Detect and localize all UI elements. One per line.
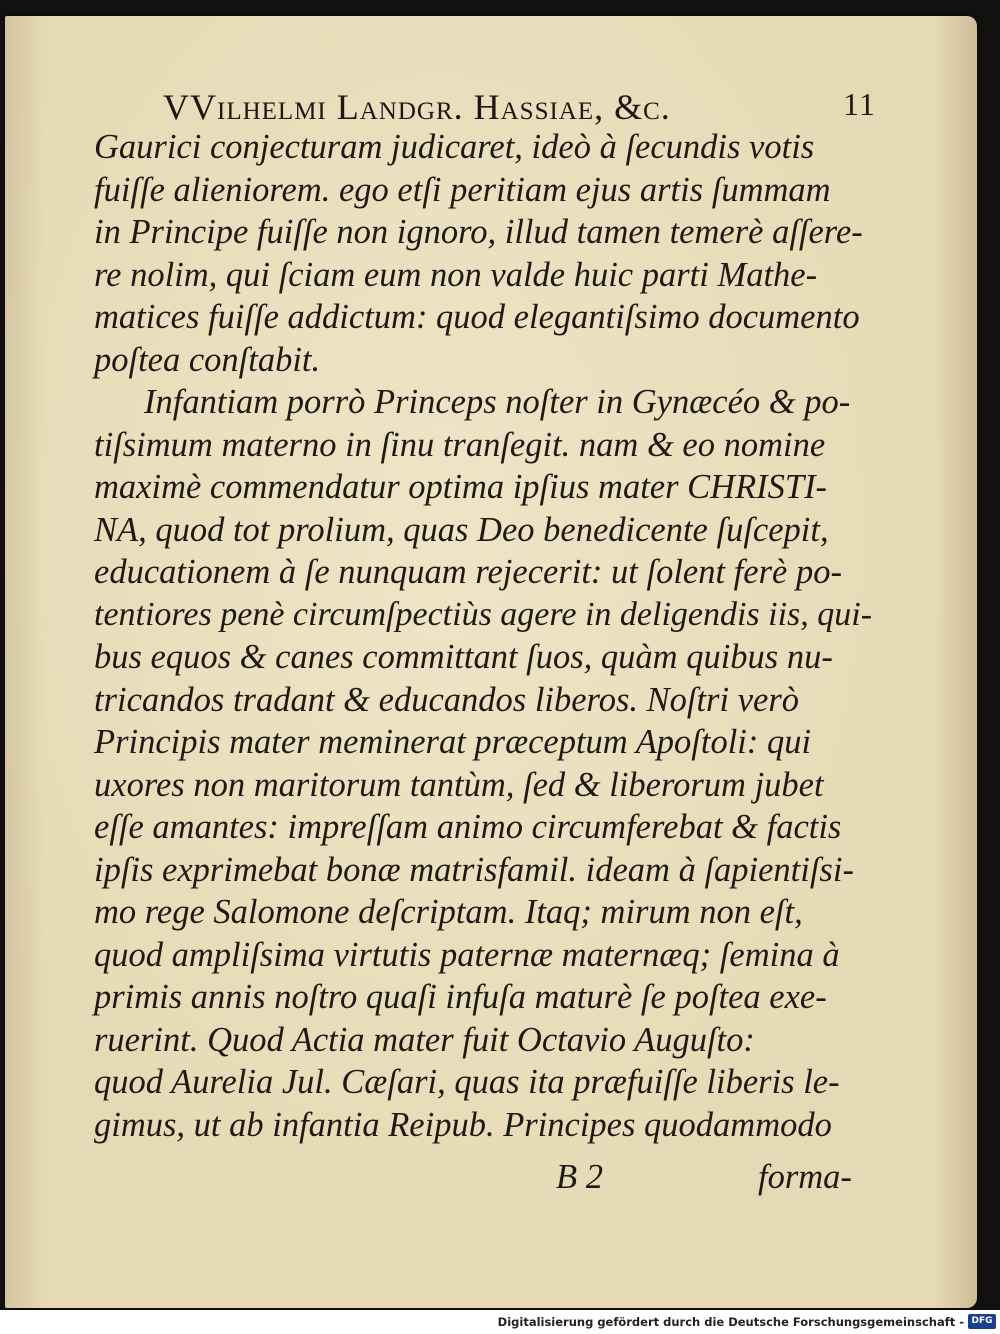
text-line: ipſis exprimebat bonæ matrisfamil. ideam à ſapientiſsi- xyxy=(94,850,854,889)
catchword: forma- xyxy=(758,1158,852,1196)
running-head-title: VVilhelmi Landgr. Hassiae, &c. xyxy=(163,87,671,127)
text-line: eſſe amantes: impreſſam animo circumferebat & factis xyxy=(94,808,842,846)
text-line: mo rege Salomone deſcriptam. Itaq; mirum non eſt, xyxy=(94,893,803,931)
text-line: tricandos tradant & educandos liberos. Noſtri verò xyxy=(94,680,799,719)
text-line: bus equos & canes committant ſuos, quàm quibus nu- xyxy=(94,638,833,676)
text-line: in Principe fuiſſe non ignoro, illud tamen temerè aſſere- xyxy=(94,213,863,251)
body-text xyxy=(94,126,874,1146)
text-line: quod Aurelia Jul. Cæſari, quas ita præfuiſſe liberis le- xyxy=(94,1063,840,1101)
funding-credit: Digitalisierung gefördert durch die Deutsche Forschungsgemeinschaft - xyxy=(497,1315,964,1329)
text-line: educationem à ſe nunquam rejecerit: ut ſolent ferè po- xyxy=(94,553,842,591)
text-line: poſtea conſtabit. xyxy=(94,340,321,379)
text-line: tentiores penè circumſpectiùs agere in deligendis iis, qui- xyxy=(94,595,873,633)
text-line: re nolim, qui ſciam eum non valde huic parti Mathe- xyxy=(94,255,818,294)
text-line: fuiſſe alieniorem. ego etſi peritiam ejus artis ſummam xyxy=(94,170,831,209)
signature-line xyxy=(94,1158,874,1202)
text-line: ruerint. Quod Actia mater fuit Octavio Auguſto: xyxy=(94,1020,755,1059)
text-line: matices fuiſſe addictum: quod elegantiſsimo documento xyxy=(94,298,860,336)
text-line: primis annis noſtro quaſi infuſa maturè ſe poſtea exe- xyxy=(94,978,827,1016)
text-line: NA, quod tot prolium, quas Deo benedicente ſuſcepit, xyxy=(94,510,829,549)
text-line: quod ampliſsima virtutis paternæ maternæq; ſemina à xyxy=(94,935,840,974)
text-line: Principis mater meminerat præceptum Apoſtoli: qui xyxy=(94,723,812,761)
text-line: Gaurici conjecturam judicaret, ideò à ſecundis votis xyxy=(94,128,815,166)
text-line: gimus, ut ab infantia Reipub. Principes quodammodo xyxy=(94,1105,832,1144)
text-line: maximè commendatur optima ipſius mater CHRISTI- xyxy=(94,468,828,506)
text-line: uxores non maritorum tantùm, ſed & liberorum jubet xyxy=(94,765,824,804)
paragraph-start-line: Infantiam porrò Princeps noſter in Gynæcéo & po- xyxy=(144,383,851,421)
page-number: 11 xyxy=(843,86,876,122)
digitization-footer xyxy=(0,1310,1000,1334)
signature-mark: B 2 xyxy=(556,1158,603,1196)
text-line: tiſsimum materno in ſinu tranſegit. nam & eo nomine xyxy=(94,425,826,464)
dfg-logo-icon: DFG xyxy=(968,1314,996,1329)
